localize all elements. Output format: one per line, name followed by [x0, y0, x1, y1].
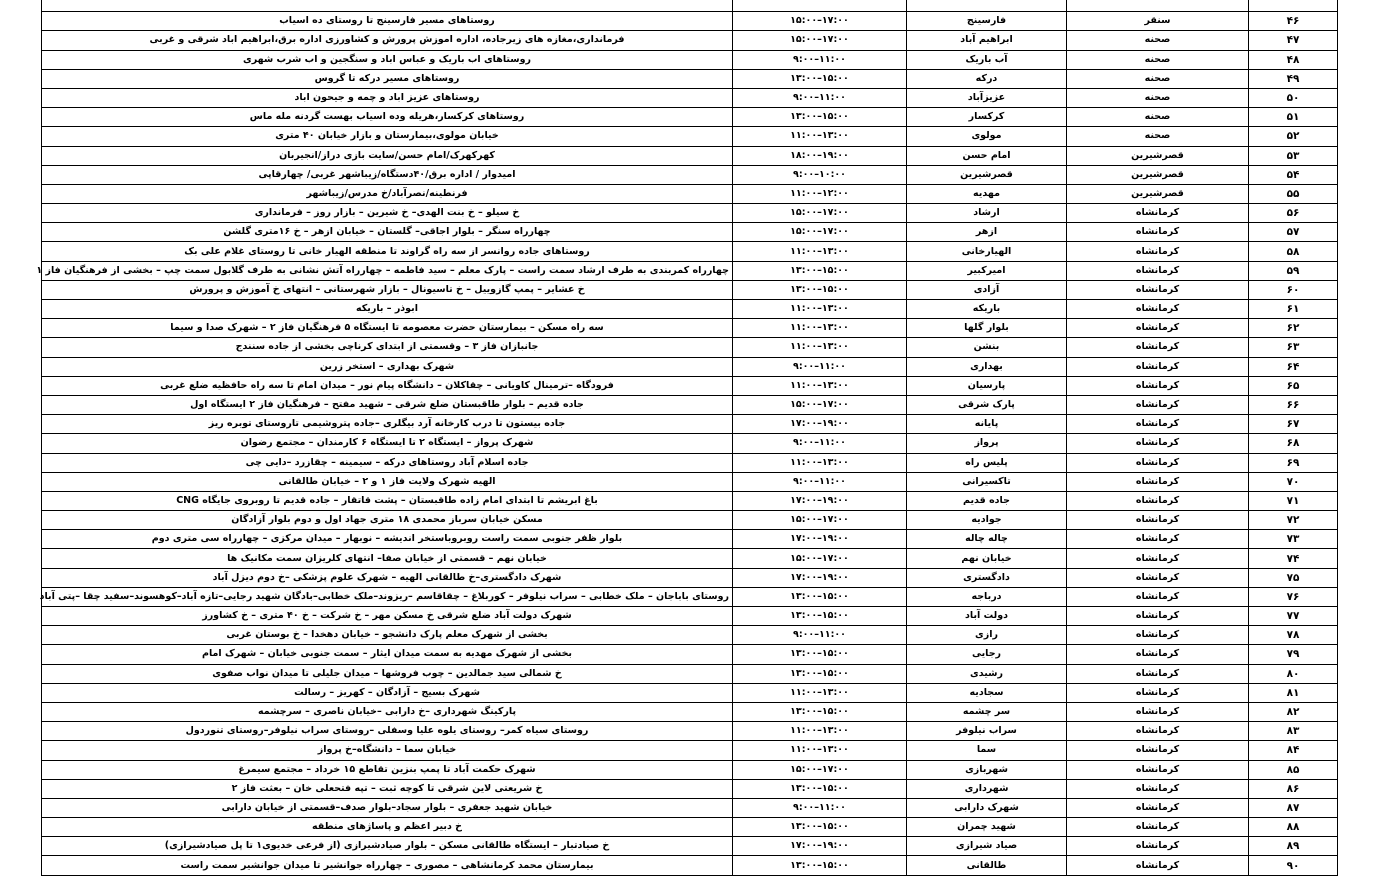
row-number: ۶۴: [1249, 357, 1338, 376]
feeder-cell: دادگستری: [907, 568, 1067, 587]
affected-area-cell: جاده بیستون تا درب کارخانه آرد بیگلری –جاده پتروشیمی تاروستای توبره ریز: [42, 415, 733, 434]
time-range-cell: ۹:۰۰–۱۱:۰۰: [733, 88, 907, 107]
city-cell: کرمانشاه: [1067, 415, 1249, 434]
table-row: [42, 818, 1338, 837]
row-number: ۴۶: [1249, 12, 1338, 31]
feeder-cell: ابراهیم آباد: [907, 31, 1067, 50]
affected-area-cell: خ شمالی سید جمالدین – چوب فروشها – میدان جلیلی تا میدان نواب صفوی: [42, 664, 733, 683]
city-cell: صحنه: [1067, 108, 1249, 127]
affected-area-cell: خ سیلو – خ بنت الهدی– خ شیرین – بازار روز – فرمانداری: [42, 204, 733, 223]
row-number: ۷۶: [1249, 587, 1338, 606]
table-row: [42, 453, 1338, 472]
table-row: [42, 760, 1338, 779]
table-row: [42, 472, 1338, 491]
time-range-cell: ۱۵:۰۰–۱۷:۰۰: [733, 549, 907, 568]
affected-area-cell: فرمانداری،مغازه های زیرجاده، اداره اموزش پرورش و کشاورزی اداره برق،ابراهیم اباد شرقی و غربی: [42, 31, 733, 50]
table-body: [36, 0, 1338, 875]
row-number: ۴۹: [1249, 69, 1338, 88]
table-row: [42, 319, 1338, 338]
time-range-cell: ۱۳:۰۰–۱۵:۰۰: [733, 856, 907, 875]
time-range-cell: ۹:۰۰–۱۱:۰۰: [733, 472, 907, 491]
feeder-cell: دولت آباد: [907, 607, 1067, 626]
row-number: ۸۲: [1249, 702, 1338, 721]
city-cell: قصرشیرین: [1067, 165, 1249, 184]
time-range-cell: ۹:۰۰–۱۱:۰۰: [733, 626, 907, 645]
time-range-cell: ۱۳:۰۰–۱۵:۰۰: [733, 645, 907, 664]
city-cell: کرمانشاه: [1067, 511, 1249, 530]
row-number: [1249, 0, 1338, 12]
time-range-cell: ۱۱:۰۰–۱۳:۰۰: [733, 300, 907, 319]
affected-area-cell: ابوذر – باریکه: [42, 300, 733, 319]
table-row: [42, 626, 1338, 645]
row-number: ۶۳: [1249, 338, 1338, 357]
row-number: ۸۸: [1249, 818, 1338, 837]
time-range-cell: ۹:۰۰–۱۱:۰۰: [733, 357, 907, 376]
schedule-sheet: [36, 0, 1337, 876]
time-range-cell: ۱۷:۰۰–۱۹:۰۰: [733, 491, 907, 510]
feeder-cell: ازهر: [907, 223, 1067, 242]
time-range-cell: ۱۱:۰۰–۱۳:۰۰: [733, 453, 907, 472]
city-cell: صحنه: [1067, 50, 1249, 69]
time-range-cell: ۱۱:۰۰–۱۳:۰۰: [733, 242, 907, 261]
city-cell: کرمانشاه: [1067, 798, 1249, 817]
affected-area-cell: خ شریعتی لاین شرقی تا کوچه ثبت – تپه فتحعلی خان – بعثت فاز ۲: [42, 779, 733, 798]
feeder-cell: [907, 0, 1067, 12]
row-number: ۵۱: [1249, 108, 1338, 127]
city-cell: قصرشیرین: [1067, 146, 1249, 165]
city-cell: کرمانشاه: [1067, 242, 1249, 261]
city-cell: کرمانشاه: [1067, 549, 1249, 568]
time-range-cell: ۱۳:۰۰–۱۵:۰۰: [733, 607, 907, 626]
table-row: [42, 376, 1338, 395]
affected-area-cell: بیمارستان محمد کرمانشاهی – مصوری – چهارراه جوانشیر تا میدان جوانشیر سمت راست: [42, 856, 733, 875]
row-number: ۵۸: [1249, 242, 1338, 261]
city-cell: سنقر: [1067, 12, 1249, 31]
affected-area-cell: جاده قدیم – بلوار طاقبستان ضلع شرقی – شهید مفتح – فرهنگیان فاز ۲ ایستگاه اول: [42, 395, 733, 414]
city-cell: کرمانشاه: [1067, 261, 1249, 280]
table-row: [42, 587, 1338, 606]
feeder-cell: باریکه: [907, 300, 1067, 319]
city-cell: کرمانشاه: [1067, 395, 1249, 414]
feeder-cell: پارک شرقی: [907, 395, 1067, 414]
feeder-cell: مولوی: [907, 127, 1067, 146]
affected-area-cell: جاده اسلام آباد روستاهای درکه – سیمینه – چقازرد –دایی چی: [42, 453, 733, 472]
row-number: ۵۵: [1249, 184, 1338, 203]
table-row: [42, 683, 1338, 702]
row-number: ۵۷: [1249, 223, 1338, 242]
time-range-cell: ۱۷:۰۰–۱۹:۰۰: [733, 568, 907, 587]
feeder-cell: بلوار گلها: [907, 319, 1067, 338]
time-range-cell: ۱۷:۰۰–۱۹:۰۰: [733, 415, 907, 434]
feeder-cell: خیابان نهم: [907, 549, 1067, 568]
table-row: [42, 511, 1338, 530]
row-number: ۶۸: [1249, 434, 1338, 453]
time-range-cell: ۹:۰۰–۱۱:۰۰: [733, 50, 907, 69]
city-cell: صحنه: [1067, 69, 1249, 88]
table-row: [42, 300, 1338, 319]
time-range-cell: ۱۳:۰۰–۱۵:۰۰: [733, 664, 907, 683]
city-cell: کرمانشاه: [1067, 856, 1249, 875]
row-number: ۶۶: [1249, 395, 1338, 414]
feeder-cell: پارسیان: [907, 376, 1067, 395]
affected-area-cell: شهرک دولت آباد ضلع شرقی خ مسکن مهر – خ شرکت – خ ۴۰ متری – خ کشاورز: [42, 607, 733, 626]
time-range-cell: ۱۵:۰۰–۱۷:۰۰: [733, 31, 907, 50]
row-number: ۶۷: [1249, 415, 1338, 434]
time-range-cell: ۱۱:۰۰–۱۳:۰۰: [733, 127, 907, 146]
row-number: ۴۸: [1249, 50, 1338, 69]
affected-area-cell: پارکینگ شهرداری –خ دارابی –خیابان ناصری – سرچشمه: [42, 702, 733, 721]
row-number: ۴۷: [1249, 31, 1338, 50]
affected-area-cell: سه راه مسکن – بیمارستان حضرت معصومه تا ایستگاه ۵ فرهنگیان فاز ۲ – شهرک صدا و سیما: [42, 319, 733, 338]
feeder-cell: طالقانی: [907, 856, 1067, 875]
table-row: [42, 607, 1338, 626]
affected-area-cell: شهرک بسیج – آزادگان – کهریز – رسالت: [42, 683, 733, 702]
row-number: ۸۶: [1249, 779, 1338, 798]
city-cell: کرمانشاه: [1067, 626, 1249, 645]
row-number: ۸۳: [1249, 722, 1338, 741]
row-number: ۸۹: [1249, 837, 1338, 856]
table-row: [42, 146, 1338, 165]
outage-schedule-table: [36, 0, 1338, 876]
city-cell: کرمانشاه: [1067, 587, 1249, 606]
city-cell: صحنه: [1067, 88, 1249, 107]
time-range-cell: ۱۳:۰۰–۱۵:۰۰: [733, 779, 907, 798]
affected-area-cell: چهارراه کمربندی به طرف ارشاد سمت راست – پارک معلم – سید فاطمه – چهارراه آتش نشانی به طرف گلابول سمت چپ – بخشی از فرهنگیان فاز ۱: [42, 261, 733, 280]
table-row: [42, 88, 1338, 107]
table-row: [42, 338, 1338, 357]
time-range-cell: ۱۳:۰۰–۱۵:۰۰: [733, 280, 907, 299]
table-row: [42, 741, 1338, 760]
table-row: [42, 491, 1338, 510]
time-range-cell: ۱۳:۰۰–۱۵:۰۰: [733, 702, 907, 721]
row-number: ۶۱: [1249, 300, 1338, 319]
city-cell: کرمانشاه: [1067, 453, 1249, 472]
row-number: ۵۰: [1249, 88, 1338, 107]
affected-area-cell: شهرک پرواز – ایستگاه ۲ تا ایستگاه ۶ کارمندان – مجتمع رضوان: [42, 434, 733, 453]
feeder-cell: عزیزآباد: [907, 88, 1067, 107]
city-cell: کرمانشاه: [1067, 338, 1249, 357]
affected-area-cell: خیابان نهم – قسمتی از خیابان صفا– انتهای کلریزان سمت مکانیک ها: [42, 549, 733, 568]
affected-area-cell: خ صیادتبار – ایستگاه طالقانی مسکن – بلوار صیادشیرازی (از فرعی خدیوی۱ تا پل صیادشیرازی): [42, 837, 733, 856]
table-row: [42, 69, 1338, 88]
affected-area-cell: باغ ابریشم تا ابتدای امام زاده طاقبستان – پشت قاتقار – جاده قدیم تا روبروی جایگاه CNG: [42, 491, 733, 510]
table-row: [42, 261, 1338, 280]
time-range-cell: ۱۵:۰۰–۱۷:۰۰: [733, 395, 907, 414]
table-row: [42, 798, 1338, 817]
row-number: ۷۴: [1249, 549, 1338, 568]
time-range-cell: ۹:۰۰–۱۱:۰۰: [733, 798, 907, 817]
affected-area-cell: امیدوار / اداره برق/۴۰دستگاه/زیباشهر غربی/ چهارقاپی: [42, 165, 733, 184]
affected-area-cell: خیابان سما – دانشگاه–خ پرواز: [42, 741, 733, 760]
affected-area-cell: جانبازان فاز ۳ – وقسمتی از ابتدای کرناچی بخشی از جاده سنندج: [42, 338, 733, 357]
feeder-cell: بنشن: [907, 338, 1067, 357]
city-cell: کرمانشاه: [1067, 300, 1249, 319]
row-number: ۸۵: [1249, 760, 1338, 779]
city-cell: کرمانشاه: [1067, 645, 1249, 664]
row-number: ۵۹: [1249, 261, 1338, 280]
city-cell: کرمانشاه: [1067, 319, 1249, 338]
feeder-cell: سجادیه: [907, 683, 1067, 702]
table-row: [42, 415, 1338, 434]
city-cell: کرمانشاه: [1067, 779, 1249, 798]
table-row: [42, 204, 1338, 223]
table-row: [42, 242, 1338, 261]
row-number: ۷۰: [1249, 472, 1338, 491]
affected-area-cell: روستاهای اب باریک و عباس اباد و سنگجین و اب شرب شهری: [42, 50, 733, 69]
affected-area-cell: شهرک دادگستری–خ طالقانی الهیه – شهرک علوم پزشکی –خ دوم دیزل آباد: [42, 568, 733, 587]
row-number: ۸۰: [1249, 664, 1338, 683]
feeder-cell: شهید چمران: [907, 818, 1067, 837]
row-number: ۷۳: [1249, 530, 1338, 549]
table-row: [42, 722, 1338, 741]
feeder-cell: جاده قدیم: [907, 491, 1067, 510]
table-row: [42, 434, 1338, 453]
city-cell: صحنه: [1067, 31, 1249, 50]
feeder-cell: پایانه: [907, 415, 1067, 434]
city-cell: کرمانشاه: [1067, 702, 1249, 721]
row-number: ۵۲: [1249, 127, 1338, 146]
feeder-cell: شهربازی: [907, 760, 1067, 779]
row-number: ۷۸: [1249, 626, 1338, 645]
time-range-cell: ۱۱:۰۰–۱۳:۰۰: [733, 741, 907, 760]
feeder-cell: درکه: [907, 69, 1067, 88]
row-number: ۸۴: [1249, 741, 1338, 760]
city-cell: کرمانشاه: [1067, 280, 1249, 299]
affected-area-cell: شهرک بهداری – استخر زرین: [42, 357, 733, 376]
city-cell: کرمانشاه: [1067, 741, 1249, 760]
table-row: [42, 645, 1338, 664]
feeder-cell: بهداری: [907, 357, 1067, 376]
feeder-cell: امام حسن: [907, 146, 1067, 165]
feeder-cell: سر چشمه: [907, 702, 1067, 721]
city-cell: کرمانشاه: [1067, 568, 1249, 587]
affected-area-cell: بخشی از شهرک معلم پارک دانشجو – خیابان دهخدا – خ بوستان غربی: [42, 626, 733, 645]
city-cell: کرمانشاه: [1067, 664, 1249, 683]
feeder-cell: درباجه: [907, 587, 1067, 606]
city-cell: کرمانشاه: [1067, 760, 1249, 779]
table-row: [42, 50, 1338, 69]
affected-area-cell: روستای سیاه کمر– روستای یلوه علیا وسفلی –روستای سراب نیلوفر–روستای تنوردول: [42, 722, 733, 741]
feeder-cell: شهرک دارابی: [907, 798, 1067, 817]
table-row: [42, 184, 1338, 203]
time-range-cell: ۱۳:۰۰–۱۵:۰۰: [733, 69, 907, 88]
feeder-cell: کرکسار: [907, 108, 1067, 127]
affected-area-cell: خیابان شهید جعفری – بلوار سجاد–بلوار صدف–قسمتی از خیابان دارابی: [42, 798, 733, 817]
row-number: ۵۳: [1249, 146, 1338, 165]
city-cell: کرمانشاه: [1067, 434, 1249, 453]
row-number: ۶۵: [1249, 376, 1338, 395]
affected-area-cell: روستاهای مسیر درکه تا گروس: [42, 69, 733, 88]
row-number: ۸۷: [1249, 798, 1338, 817]
feeder-cell: الهیارخانی: [907, 242, 1067, 261]
time-range-cell: ۱۵:۰۰–۱۷:۰۰: [733, 204, 907, 223]
row-number: ۵۶: [1249, 204, 1338, 223]
feeder-cell: پرواز: [907, 434, 1067, 453]
affected-area-cell: روستاهای عزیز اباد و چمه و جیحون اباد: [42, 88, 733, 107]
city-cell: [1067, 0, 1249, 12]
time-range-cell: ۱۳:۰۰–۱۵:۰۰: [733, 108, 907, 127]
affected-area-cell: الهیه شهرک ولایت فاز ۱ و ۲ – خیابان طالقانی: [42, 472, 733, 491]
row-number: ۷۵: [1249, 568, 1338, 587]
table-row: [42, 779, 1338, 798]
affected-area-cell: خ دبیر اعظم و پاساژهای منطقه: [42, 818, 733, 837]
table-row: [42, 568, 1338, 587]
affected-area-cell: بلوار ظفر جنوبی سمت راست روبروباستخر اندیشه – نوبهار – میدان مرکزی – چهارراه سی متری دوم: [42, 530, 733, 549]
city-cell: قصرشیرین: [1067, 184, 1249, 203]
city-cell: کرمانشاه: [1067, 491, 1249, 510]
affected-area-cell: روستاهای کرکسار،هریله وده اسیاب بهست گردنه مله ماس: [42, 108, 733, 127]
time-range-cell: ۱۱:۰۰–۱۳:۰۰: [733, 722, 907, 741]
feeder-cell: رشیدی: [907, 664, 1067, 683]
table-row: [42, 837, 1338, 856]
affected-area-cell: فرنطینه/نصرآباد/خ مدرس/زیباشهر: [42, 184, 733, 203]
feeder-cell: سراب نیلوفر: [907, 722, 1067, 741]
feeder-cell: رجایی: [907, 645, 1067, 664]
row-number: ۷۱: [1249, 491, 1338, 510]
time-range-cell: ۹:۰۰–۱۰:۰۰: [733, 165, 907, 184]
table-row: [42, 108, 1338, 127]
feeder-cell: آزادی: [907, 280, 1067, 299]
table-row: [42, 395, 1338, 414]
city-cell: صحنه: [1067, 127, 1249, 146]
feeder-cell: تاکسیرانی: [907, 472, 1067, 491]
table-row: [42, 702, 1338, 721]
table-row: [42, 12, 1338, 31]
city-cell: کرمانشاه: [1067, 223, 1249, 242]
row-number: ۶۲: [1249, 319, 1338, 338]
time-range-cell: [733, 0, 907, 12]
time-range-cell: ۱۳:۰۰–۱۵:۰۰: [733, 587, 907, 606]
time-range-cell: ۱۷:۰۰–۱۹:۰۰: [733, 530, 907, 549]
row-number: ۹۰: [1249, 856, 1338, 875]
time-range-cell: ۱۸:۰۰–۱۹:۰۰: [733, 146, 907, 165]
affected-area-cell: خ عشایر – پمپ گازوییل – خ تاسیونال – بازار شهرستانی – انتهای خ آموزش و پرورش: [42, 280, 733, 299]
feeder-cell: رازی: [907, 626, 1067, 645]
time-range-cell: ۱۵:۰۰–۱۷:۰۰: [733, 12, 907, 31]
row-number: ۷۹: [1249, 645, 1338, 664]
city-cell: کرمانشاه: [1067, 530, 1249, 549]
city-cell: کرمانشاه: [1067, 376, 1249, 395]
feeder-cell: پلیس راه: [907, 453, 1067, 472]
affected-area-cell: [42, 0, 733, 12]
time-range-cell: ۹:۰۰–۱۱:۰۰: [733, 434, 907, 453]
table-row: [42, 280, 1338, 299]
table-row: [42, 664, 1338, 683]
time-range-cell: ۱۱:۰۰–۱۳:۰۰: [733, 683, 907, 702]
time-range-cell: ۱۵:۰۰–۱۷:۰۰: [733, 223, 907, 242]
affected-area-cell: روستاهای مسیر فارسینج تا روستای ده اسیاب: [42, 12, 733, 31]
table-row: [42, 530, 1338, 549]
table-row: [42, 549, 1338, 568]
row-number: ۸۱: [1249, 683, 1338, 702]
time-range-cell: ۱۱:۰۰–۱۳:۰۰: [733, 376, 907, 395]
city-cell: کرمانشاه: [1067, 607, 1249, 626]
table-row: [42, 31, 1338, 50]
affected-area-cell: فرودگاه –ترمینال کاویانی – چقاکلان – دانشگاه پیام نور – میدان امام تا سه راه حافظیه ضلع غربی: [42, 376, 733, 395]
time-range-cell: ۱۱:۰۰–۱۲:۰۰: [733, 184, 907, 203]
time-range-cell: ۱۳:۰۰–۱۵:۰۰: [733, 261, 907, 280]
feeder-cell: سما: [907, 741, 1067, 760]
row-number: ۶۰: [1249, 280, 1338, 299]
city-cell: کرمانشاه: [1067, 818, 1249, 837]
affected-area-cell: روستاهای جاده روانسر از سه راه گراوند تا منطقه الهیار خانی تا روستای غلام علی بک: [42, 242, 733, 261]
feeder-cell: فارسینج: [907, 12, 1067, 31]
time-range-cell: ۱۱:۰۰–۱۳:۰۰: [733, 319, 907, 338]
feeder-cell: جوادیه: [907, 511, 1067, 530]
city-cell: کرمانشاه: [1067, 683, 1249, 702]
time-range-cell: ۱۱:۰۰–۱۳:۰۰: [733, 338, 907, 357]
table-row: [42, 223, 1338, 242]
city-cell: کرمانشاه: [1067, 837, 1249, 856]
time-range-cell: ۱۳:۰۰–۱۵:۰۰: [733, 818, 907, 837]
feeder-cell: مهدیه: [907, 184, 1067, 203]
table-row: [42, 0, 1338, 12]
feeder-cell: شهرداری: [907, 779, 1067, 798]
time-range-cell: ۱۵:۰۰–۱۷:۰۰: [733, 511, 907, 530]
city-cell: کرمانشاه: [1067, 357, 1249, 376]
affected-area-cell: شهرک حکمت آباد تا پمپ بنزین تقاطع ۱۵ خرداد – مجتمع سیمرغ: [42, 760, 733, 779]
city-cell: کرمانشاه: [1067, 204, 1249, 223]
affected-area-cell: خیابان مولوی،بیمارستان و بازار خیابان ۴۰ متری: [42, 127, 733, 146]
affected-area-cell: کهرکهرک/امام حسن/سایت بازی دراز/انجیربان: [42, 146, 733, 165]
row-number: ۷۲: [1249, 511, 1338, 530]
time-range-cell: ۱۵:۰۰–۱۷:۰۰: [733, 760, 907, 779]
feeder-cell: آب باریک: [907, 50, 1067, 69]
affected-area-cell: بخشی از شهرک مهدیه به سمت میدان ایثار – سمت جنوبی خیابان – شهرک امام: [42, 645, 733, 664]
table-row: [42, 856, 1338, 875]
feeder-cell: چاله چاله: [907, 530, 1067, 549]
feeder-cell: صیاد شیرازی: [907, 837, 1067, 856]
feeder-cell: ارشاد: [907, 204, 1067, 223]
affected-area-cell: روستای باباجان – ملک خطابی – سراب نیلوفر – کوربلاغ – چقاقاسم –ریزوند–ملک خطابی–بادگان شهید رجایی–تازه آباد–کوهسوند–سفید چقا –پتی آباد: [42, 587, 733, 606]
affected-area-cell: چهارراه سنگر – بلوار اجاقی– گلستان – خیابان ازهر – خ ۱۶متری گلشن: [42, 223, 733, 242]
row-number: ۶۹: [1249, 453, 1338, 472]
row-number: ۵۴: [1249, 165, 1338, 184]
table-row: [42, 165, 1338, 184]
feeder-cell: قصرشیرین: [907, 165, 1067, 184]
feeder-cell: امیرکبیر: [907, 261, 1067, 280]
row-number: ۷۷: [1249, 607, 1338, 626]
city-cell: کرمانشاه: [1067, 472, 1249, 491]
city-cell: کرمانشاه: [1067, 722, 1249, 741]
affected-area-cell: مسکن خیابان سرباز محمدی ۱۸ متری جهاد اول و دوم بلوار آزادگان: [42, 511, 733, 530]
time-range-cell: ۱۷:۰۰–۱۹:۰۰: [733, 837, 907, 856]
table-row: [42, 127, 1338, 146]
table-row: [42, 357, 1338, 376]
